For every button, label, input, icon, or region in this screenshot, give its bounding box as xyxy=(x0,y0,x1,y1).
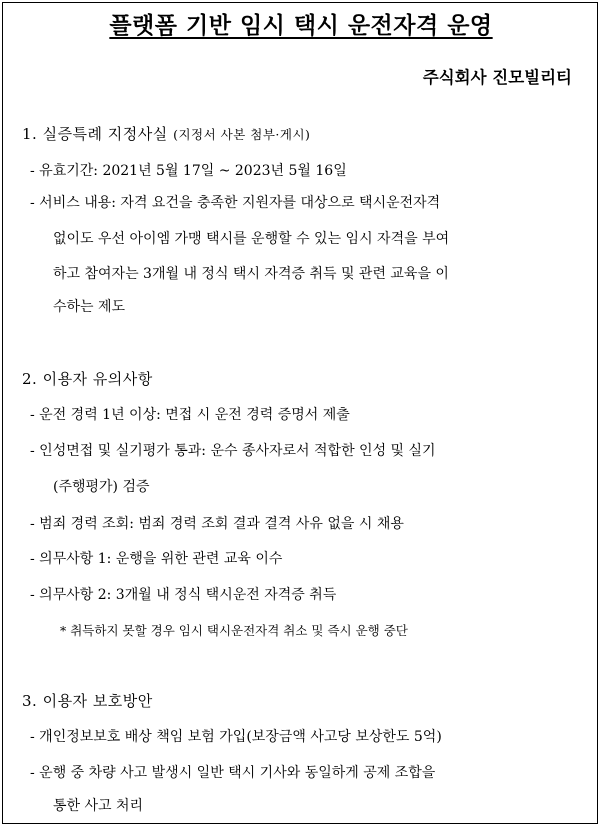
document-title: 플랫폼 기반 임시 택시 운전자격 운영 xyxy=(109,13,493,39)
section-1-item-service: - 서비스 내용: 자격 요건을 충족한 지원자를 대상으로 택시운전자격 xyxy=(30,195,441,211)
section-3-item-insurance: - 개인정보보호 배상 책임 보험 가입(보장금액 사고당 보상한도 5억) xyxy=(30,729,442,745)
company-name: 주식회사 진모빌리티 xyxy=(422,68,572,87)
section-1-item-service-line-2: 없이도 우선 아이엠 가맹 택시를 운행할 수 있는 임시 자격을 부여 xyxy=(53,231,450,247)
section-3-item-accident-line-2: 통한 사고 처리 xyxy=(53,798,144,814)
section-3-item-accident: - 운행 중 차량 사고 발생시 일반 택시 기사와 동일하게 공제 조합을 xyxy=(30,765,436,781)
section-1-item-service-line-3: 하고 참여자는 3개월 내 정식 택시 자격증 취득 및 관련 교육을 이 xyxy=(53,266,449,282)
section-2-footnote: * 취득하지 못할 경우 임시 택시운전자격 취소 및 즉시 운행 중단 xyxy=(60,623,408,638)
section-1-heading-note: (지정서 사본 첨부·게시) xyxy=(173,127,311,142)
section-2-item-duty-1: - 의무사항 1: 운행을 위한 관련 교육 이수 xyxy=(30,551,283,567)
section-1-item-service-line-4: 수하는 제도 xyxy=(53,299,126,315)
section-2-item-driving-experience: - 운전 경력 1년 이상: 면접 시 운전 경력 증명서 제출 xyxy=(30,407,350,423)
section-2-item-interview-line-2: (주행평가) 검증 xyxy=(53,479,150,495)
section-2-item-interview: - 인성면접 및 실기평가 통과: 운수 종사자로서 적합한 인성 및 실기 xyxy=(30,443,436,459)
section-2-item-duty-2: - 의무사항 2: 3개월 내 정식 택시운전 자격증 취득 xyxy=(30,587,337,603)
section-1-heading: 1. 실증특례 지정사실 (지정서 사본 첨부·게시) xyxy=(22,125,311,143)
section-1-item-validity: - 유효기간: 2021년 5월 17일 ~ 2023년 5월 16일 xyxy=(30,163,347,179)
section-2-item-criminal-check: - 범죄 경력 조회: 범죄 경력 조회 결과 결격 사유 없을 시 채용 xyxy=(30,516,404,532)
section-2-heading: 2. 이용자 유의사항 xyxy=(22,370,153,388)
section-3-heading: 3. 이용자 보호방안 xyxy=(22,692,153,710)
